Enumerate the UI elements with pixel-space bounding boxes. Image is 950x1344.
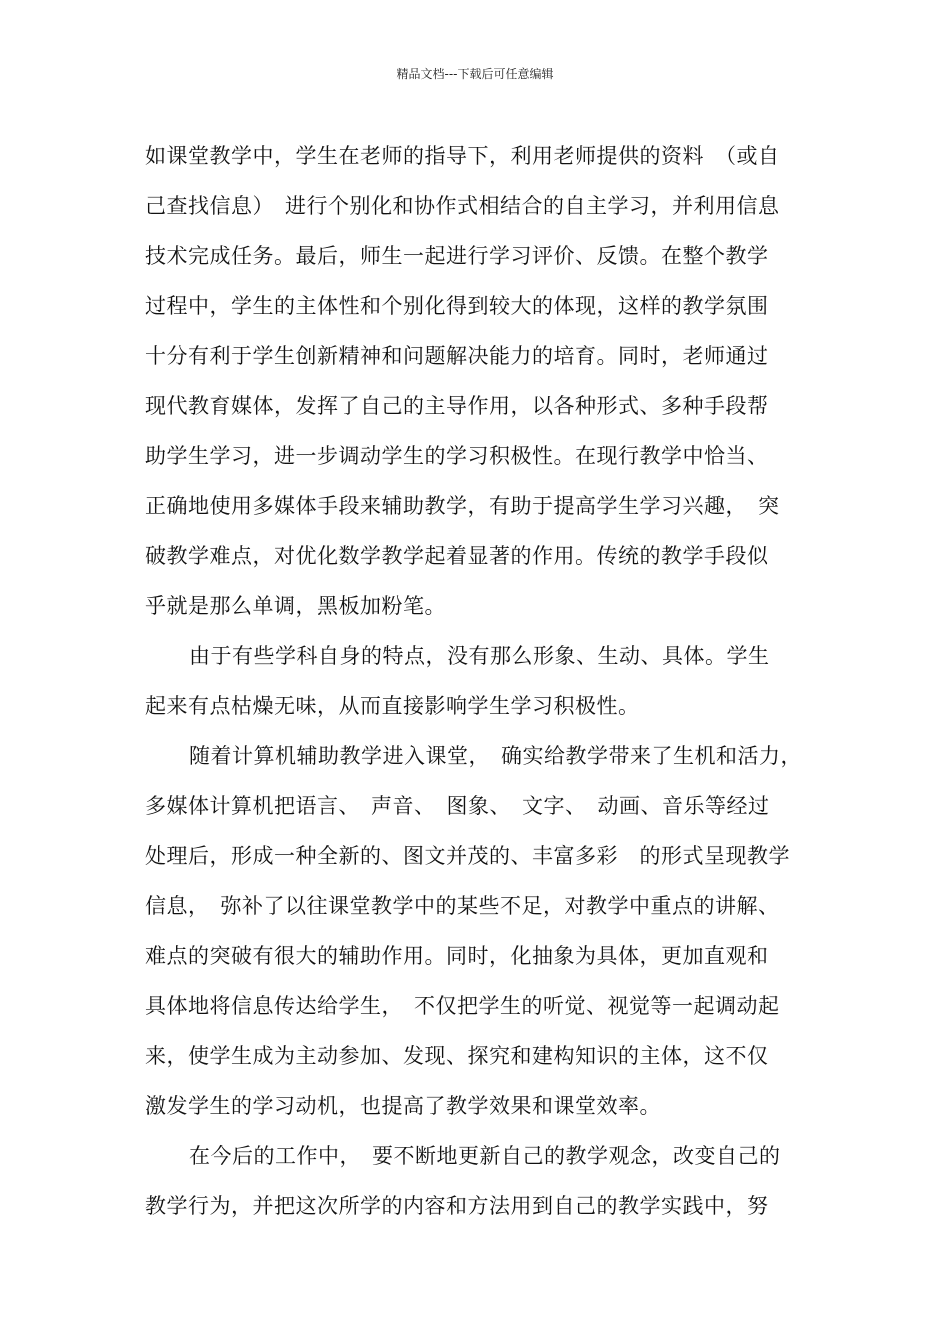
text-line: 在今后的工作中， 要不断地更新自己的教学观念，改变自己的: [189, 1144, 781, 1168]
text-line: 多媒体计算机把语言、 声音、 图象、 文字、 动画、音乐等经过: [145, 794, 770, 818]
text-line: 己查找信息） 进行个别化和协作式相结合的自主学习，并利用信息: [145, 194, 780, 218]
text-line: 教学行为，并把这次所学的内容和方法用到自己的教学实践中，努: [145, 1194, 769, 1218]
text-line: 起来有点枯燥无味，从而直接影响学生学习积极性。: [145, 694, 640, 718]
text-line: 来，使学生成为主动参加、发现、探究和建构知识的主体，这不仅: [145, 1044, 769, 1068]
paragraph: [145, 731, 815, 1131]
text-line: 技术完成任务。最后，师生一起进行学习评价、反馈。在整个教学: [145, 244, 769, 268]
text-line: 如课堂教学中，学生在老师的指导下，利用老师提供的资料 （或自: [145, 144, 780, 168]
text-line: 难点的突破有很大的辅助作用。同时，化抽象为具体，更加直观和: [145, 944, 769, 968]
text-line: 乎就是那么单调，黑板加粉笔。: [145, 594, 446, 618]
text-line: 正确地使用多媒体手段来辅助教学，有助于提高学生学习兴趣， 突: [145, 494, 780, 518]
text-line: 信息， 弥补了以往课堂教学中的某些不足，对教学中重点的讲解、: [145, 894, 780, 918]
paragraph: [145, 131, 815, 631]
text-line: 助学生学习，进一步调动学生的学习积极性。在现行教学中恰当、: [145, 444, 769, 468]
text-line: 处理后，形成一种全新的、图文并茂的、丰富多彩 的形式呈现教学: [145, 844, 790, 868]
text-line: 过程中，学生的主体性和个别化得到较大的体现，这样的教学氛围: [145, 294, 769, 318]
text-line: 随着计算机辅助教学进入课堂， 确实给教学带来了生机和活力，: [189, 744, 802, 768]
text-line: 十分有利于学生创新精神和问题解决能力的培育。同时，老师通过: [145, 344, 769, 368]
text-line: 具体地将信息传达给学生， 不仅把学生的听觉、视觉等一起调动起: [145, 994, 780, 1018]
text-line: 激发学生的学习动机，也提高了教学效果和课堂效率。: [145, 1094, 661, 1118]
paragraph: [145, 631, 815, 731]
paragraph: [145, 1131, 815, 1231]
text-line: 由于有些学科自身的特点，没有那么形象、生动、具体。学生: [189, 644, 770, 668]
text-line: 破教学难点，对优化数学教学起着显著的作用。传统的教学手段似: [145, 544, 769, 568]
text-line: 现代教育媒体，发挥了自己的主导作用，以各种形式、多种手段帮: [145, 394, 769, 418]
page-header: 精品文档---下载后可任意编辑: [396, 67, 554, 81]
document-body: [145, 131, 815, 1231]
